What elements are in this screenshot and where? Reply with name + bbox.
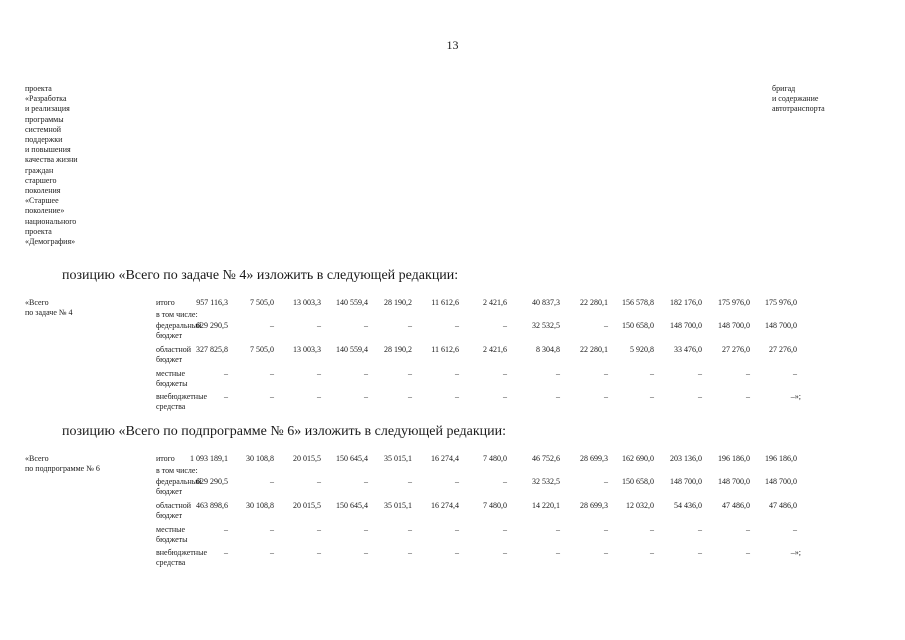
table-cell: – [793,525,797,534]
table-cell: 150 645,4 [336,501,368,510]
table-cell: 140 559,4 [336,345,368,354]
section-heading: позицию «Всего по задаче № 4» изложить в следующей редакции: [62,268,459,283]
table-cell: – [746,392,750,401]
table-cell: 28 190,2 [384,298,412,307]
table-cell: – [604,525,608,534]
table-cell: – [455,477,459,486]
left-column-line: старшего [25,175,57,185]
left-column-line: качества жизни [25,155,78,165]
table-cell: – [270,321,274,330]
table-cell: 1 093 189,1 [190,454,228,463]
table-cell: 22 280,1 [580,345,608,354]
table-cell: –»; [790,548,801,557]
row-label-line: бюджеты [156,534,188,544]
table-cell: 27 276,0 [769,345,797,354]
table-cell: – [604,548,608,557]
row-label-line: итого [156,298,175,307]
table-cell: 20 015,5 [293,454,321,463]
table-cell: 11 612,6 [431,345,459,354]
table-cell: – [455,548,459,557]
section-total-label [25,298,73,318]
left-column-line: и реализация [25,104,70,114]
table-cell: 162 690,0 [622,454,654,463]
right-column-line: бригад [772,84,796,93]
table-cell: – [556,392,560,401]
table-cell: – [698,392,702,401]
table-cell: 629 290,5 [196,321,228,330]
table-cell: – [698,548,702,557]
table-cell: – [455,392,459,401]
table-cell: – [650,392,654,401]
table-cell: – [408,525,412,534]
table-cell: 463 898,6 [196,501,228,510]
table-cell: – [650,369,654,378]
table-cell: – [364,477,368,486]
table-cell: 175 976,0 [718,298,750,307]
table-cell: 47 486,0 [722,501,750,510]
section-total-label-line: «Всего [25,298,49,307]
row-label-line: бюджет [156,486,183,496]
table-cell: 28 190,2 [384,345,412,354]
row-label-line: бюджет [156,354,183,364]
table-cell: – [408,321,412,330]
row-label-line: бюджет [156,330,183,340]
table-cell: 196 186,0 [765,454,797,463]
table-cell: – [793,369,797,378]
left-column-line: «Старшее [25,196,59,206]
table-cell: – [503,369,507,378]
row-label-line: внебюджетные [156,548,207,557]
table-cell: – [270,392,274,401]
table-cell: 35 015,1 [384,501,412,510]
table-cell: 22 280,1 [580,298,608,307]
table-cell: 148 700,0 [718,477,750,486]
table-cell: 327 825,8 [196,345,228,354]
right-column-text [772,84,825,115]
table-cell: 175 976,0 [765,298,797,307]
table-cell: 2 421,6 [483,345,507,354]
table-cell: 28 699,3 [580,454,608,463]
left-column-line: программы [25,114,64,124]
table-cell: 2 421,6 [483,298,507,307]
table-cell: 35 015,1 [384,454,412,463]
table-cell: 8 304,8 [536,345,560,354]
left-column-line: поддержки [25,135,63,145]
table-cell: – [455,525,459,534]
table-cell: 54 436,0 [674,501,702,510]
row-label [156,454,175,464]
section-total-label-line: по задаче № 4 [25,308,73,317]
table-cell: – [408,392,412,401]
table-cell: – [503,477,507,486]
table-cell: 32 532,5 [532,477,560,486]
table-cell: – [455,321,459,330]
table-cell: 30 108,8 [246,454,274,463]
table-cell: 140 559,4 [336,298,368,307]
table-cell: – [746,525,750,534]
table-cell: 148 700,0 [718,321,750,330]
table-cell: 156 578,8 [622,298,654,307]
table-cell: – [270,548,274,557]
section-total-label-line: «Всего [25,454,49,463]
row-label-line: внебюджетные [156,392,207,401]
table-cell: – [317,477,321,486]
left-column-line: проекта [25,226,52,236]
row-label-line: средства [156,401,186,411]
table-cell: – [270,369,274,378]
left-column-line: системной [25,124,62,134]
table-cell: 182 176,0 [670,298,702,307]
row-label [156,298,175,308]
table-cell: – [270,477,274,486]
section-total-label-line: по подпрограмме № 6 [25,464,100,473]
table-cell: – [455,369,459,378]
table-cell: – [364,369,368,378]
table-cell: – [224,525,228,534]
table-cell: 7 480,0 [483,501,507,510]
section-heading: позицию «Всего по подпрограмме № 6» изложить в следующей редакции: [62,424,507,439]
table-cell: – [650,525,654,534]
row-label-line: бюджет [156,510,183,520]
table-cell: – [556,525,560,534]
table-cell: – [698,525,702,534]
table-cell: – [503,321,507,330]
section-total-label [25,454,100,474]
table-cell: 32 532,5 [532,321,560,330]
table-cell: – [317,392,321,401]
table-cell: 30 108,8 [246,501,274,510]
table-cell: 16 274,4 [431,454,459,463]
table-cell: –»; [790,392,801,401]
table-cell: 148 700,0 [670,321,702,330]
table-cell: 150 658,0 [622,477,654,486]
table-cell: – [604,477,608,486]
table-cell: 46 752,6 [532,454,560,463]
row-label-line: итого [156,454,175,463]
table-cell: – [503,525,507,534]
table-cell: 629 290,5 [196,477,228,486]
table-cell: 47 486,0 [769,501,797,510]
table-cell: – [503,548,507,557]
table-cell: 40 837,3 [532,298,560,307]
table-cell: 11 612,6 [431,298,459,307]
table-cell: – [364,548,368,557]
table-cell: 16 274,4 [431,501,459,510]
row-label-line: местные [156,369,186,378]
left-column-line: «Демография» [25,237,76,247]
table-cell: 203 136,0 [670,454,702,463]
table-cell: 33 476,0 [674,345,702,354]
row-label-line: бюджеты [156,378,188,388]
table-cell: – [364,392,368,401]
table-cell: – [224,369,228,378]
table-cell: 27 276,0 [722,345,750,354]
left-column-line: граждан [25,165,54,175]
left-column-line: «Разработка [25,94,67,104]
table-cell: 12 032,0 [626,501,654,510]
table-cell: – [746,369,750,378]
table-cell: – [270,525,274,534]
table-cell: – [317,321,321,330]
page-number: 13 [446,38,459,52]
row-label-line: средства [156,557,186,567]
table-cell: 150 658,0 [622,321,654,330]
table-cell: – [317,369,321,378]
row-label-line: в том числе: [156,310,198,319]
left-column-line: поколение» [25,206,65,216]
table-cell: 196 186,0 [718,454,750,463]
table-cell: – [364,321,368,330]
row-label-line: в том числе: [156,466,198,475]
table-cell: 148 700,0 [765,477,797,486]
table-cell: – [746,548,750,557]
table-cell: – [364,525,368,534]
table-cell: – [408,369,412,378]
table-cell: – [317,548,321,557]
left-column-line: национального [25,216,77,226]
table-cell: – [604,369,608,378]
table-cell: – [224,392,228,401]
right-column-line: и содержание [772,94,819,104]
table-cell: 148 700,0 [765,321,797,330]
table-cell: 7 505,0 [250,298,274,307]
table-cell: – [604,321,608,330]
table-cell: – [556,548,560,557]
row-label-line: федеральный [156,477,202,486]
table-cell: – [503,392,507,401]
table-cell: 7 480,0 [483,454,507,463]
table-cell: 148 700,0 [670,477,702,486]
row-label-line: федеральный [156,321,202,330]
table-cell: – [317,525,321,534]
table-cell: 957 116,3 [196,298,228,307]
right-column-line: автотранспорта [772,104,825,114]
table-cell: 5 920,8 [630,345,654,354]
table-cell: 150 645,4 [336,454,368,463]
table-cell: – [408,548,412,557]
row-label-line: областной [156,501,192,510]
table-cell: 28 699,3 [580,501,608,510]
row-label-line: местные [156,525,186,534]
table-cell: 13 003,3 [293,298,321,307]
table-cell: 20 015,5 [293,501,321,510]
left-column-line: проекта [25,84,52,93]
table-cell: – [698,369,702,378]
table-cell: – [224,548,228,557]
table-cell: – [556,369,560,378]
table-cell: 14 220,1 [532,501,560,510]
row-label [156,310,198,320]
table-cell: 13 003,3 [293,345,321,354]
row-label [156,466,198,476]
left-column-line: и повышения [25,145,71,155]
table-cell: – [604,392,608,401]
row-label-line: областной [156,345,192,354]
left-column-line: поколения [25,186,61,196]
table-cell: – [408,477,412,486]
table-cell: 7 505,0 [250,345,274,354]
left-column-text [25,84,78,247]
table-cell: – [650,548,654,557]
